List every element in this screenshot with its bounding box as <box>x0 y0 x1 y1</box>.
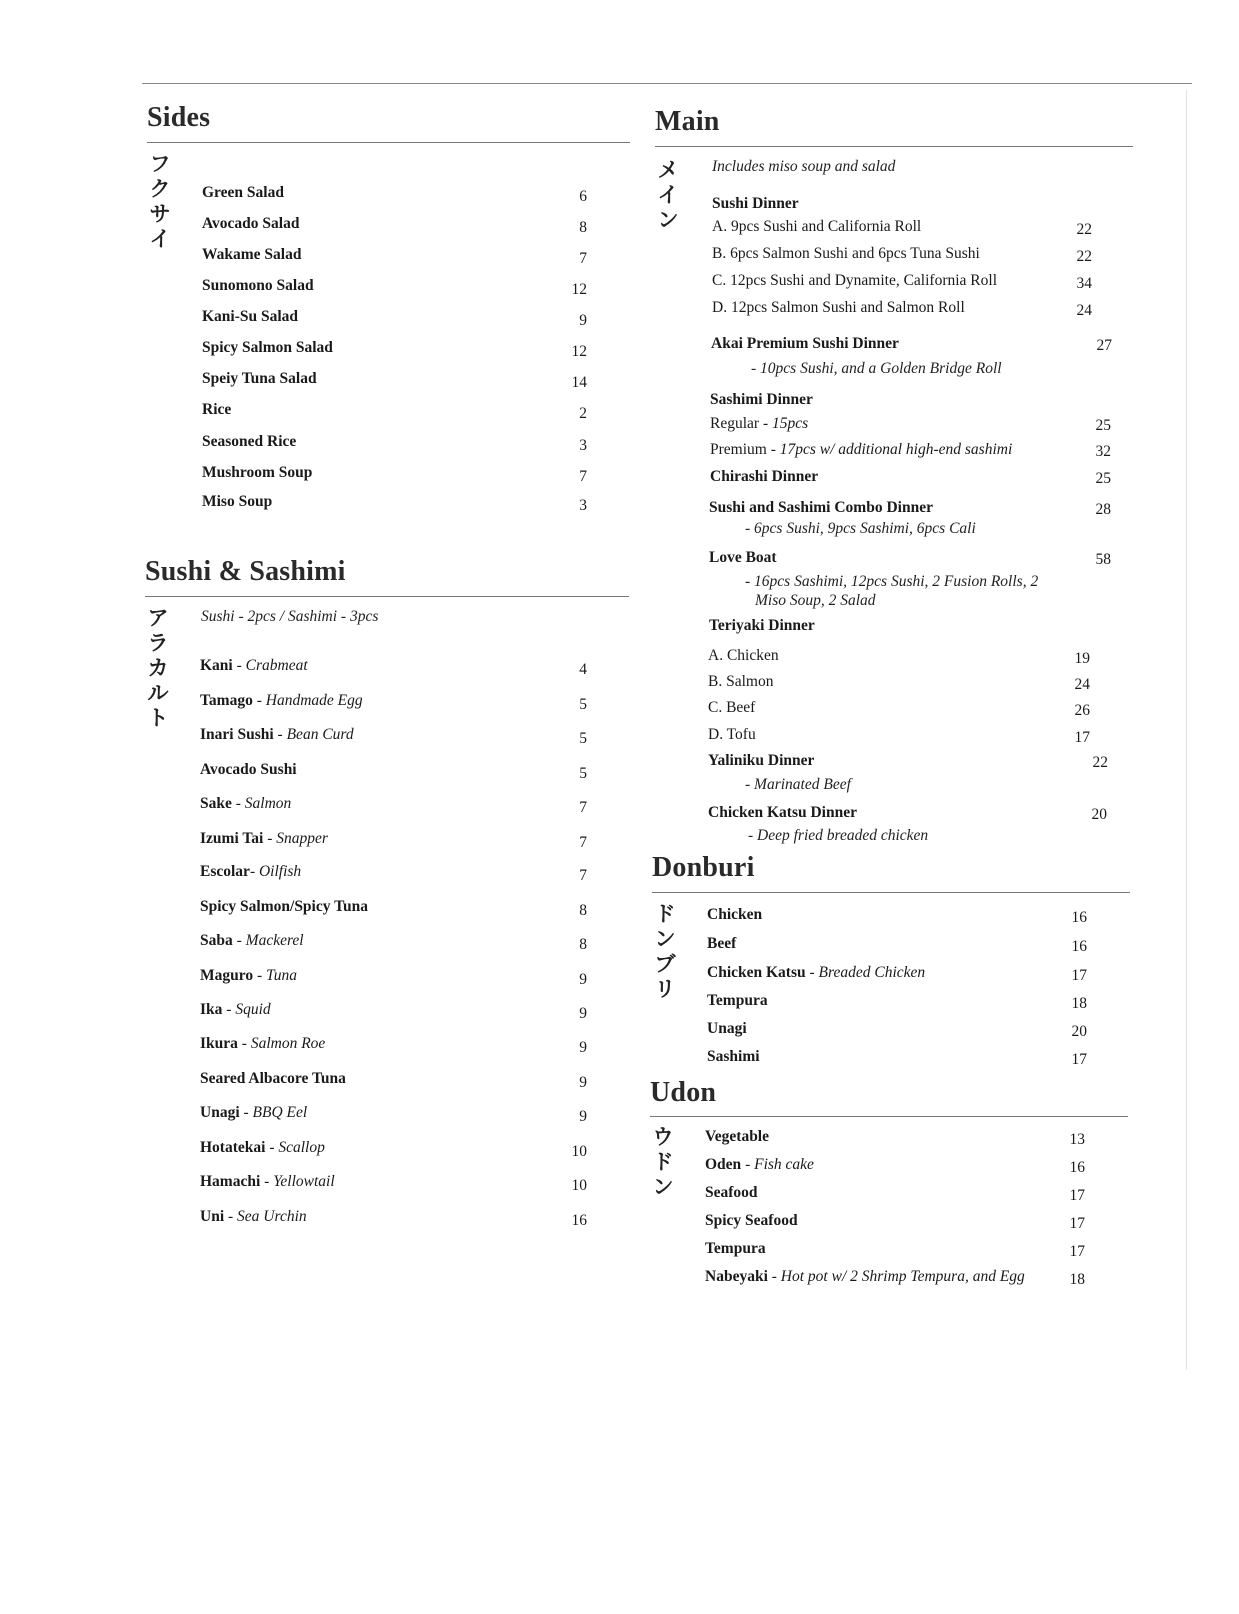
menu-item-price: 6 <box>579 188 587 205</box>
menu-item-name: Sashimi Dinner <box>710 391 813 408</box>
menu-item-price: 4 <box>579 661 587 678</box>
menu-item-price: 17 <box>1071 1051 1087 1068</box>
menu-item <box>200 1104 307 1122</box>
menu-item-price: 24 <box>1074 676 1090 693</box>
menu-item-name: Ika <box>200 1001 223 1018</box>
menu-item-separator: - <box>805 964 819 981</box>
menu-item-price: 7 <box>579 468 587 485</box>
menu-item-name: Seafood <box>705 1184 758 1201</box>
menu-item <box>200 1001 271 1019</box>
menu-item-price: 17 <box>1071 967 1087 984</box>
menu-item-label: C. Beef <box>708 699 756 716</box>
menu-item-price: 32 <box>1095 443 1111 460</box>
section-note: Includes miso soup and salad <box>712 158 896 175</box>
menu-item-price: 17 <box>1069 1187 1085 1204</box>
menu-item-price: 7 <box>579 250 587 267</box>
section-rule <box>655 146 1133 147</box>
menu-item-option <box>712 272 997 290</box>
menu-item-price: 7 <box>579 867 587 884</box>
sushi-sashimi-section <box>145 556 635 1246</box>
menu-item <box>200 967 297 985</box>
menu-item-name: Hotatekai <box>200 1139 266 1156</box>
menu-item-name: Teriyaki Dinner <box>709 617 815 634</box>
menu-item-description: Mackerel <box>245 932 304 949</box>
menu-item-option <box>708 699 755 717</box>
menu-item-name: Sake <box>200 795 232 812</box>
menu-item-name: Sashimi <box>707 1048 760 1065</box>
menu-item-price: 7 <box>579 834 587 851</box>
japanese-label: ド ン ブ リ <box>654 902 676 1001</box>
menu-item-price: 14 <box>571 374 587 391</box>
menu-item <box>200 830 328 848</box>
menu-item-price: 58 <box>1095 551 1111 568</box>
menu-item <box>202 370 317 388</box>
menu-item-price: 20 <box>1071 1023 1087 1040</box>
menu-item-price: 5 <box>579 765 587 782</box>
menu-item-price: 25 <box>1095 417 1111 434</box>
menu-item-price: 12 <box>571 343 587 360</box>
menu-item-separator: - <box>232 932 246 949</box>
menu-item-separator: - <box>252 692 266 709</box>
menu-item-separator: - <box>253 967 267 984</box>
menu-item-price: 9 <box>579 1108 587 1125</box>
sides-section <box>147 102 635 532</box>
menu-item-name: Chicken Katsu <box>707 964 806 981</box>
menu-item-separator: - <box>263 830 277 847</box>
menu-item <box>202 401 231 419</box>
menu-item <box>200 726 354 744</box>
menu-item-name: Maguro <box>200 967 254 984</box>
menu-item-price: 22 <box>1076 248 1092 265</box>
menu-item-name: Seared Albacore Tuna <box>200 1070 346 1087</box>
menu-item-option <box>712 218 921 236</box>
section-note: Sushi - 2pcs / Sashimi - 3pcs <box>201 608 379 625</box>
menu-item-price: 18 <box>1071 995 1087 1012</box>
menu-item <box>705 1268 1025 1286</box>
section-title: Donburi <box>652 852 755 883</box>
menu-item-price: 34 <box>1076 275 1092 292</box>
menu-item-name: Nabeyaki <box>705 1268 768 1285</box>
menu-item <box>707 992 768 1010</box>
section-title: Udon <box>650 1077 717 1108</box>
menu-item-separator: - <box>265 1139 279 1156</box>
menu-item-description: Tuna <box>266 967 298 984</box>
menu-item-description: - 10pcs Sushi, and a Golden Bridge Roll <box>751 360 1002 377</box>
menu-item-description: - 16pcs Sashimi, 12pcs Sushi, 2 Fusion Rolls, 2 <box>745 573 1039 590</box>
menu-item-description: Miso Soup, 2 Salad <box>755 592 876 609</box>
menu-item-name: Escolar <box>200 863 250 880</box>
menu-item-separator: - <box>239 1104 253 1121</box>
section-title: Sides <box>147 102 211 133</box>
menu-item <box>707 906 762 924</box>
menu-item-label: C. 12pcs Sushi and Dynamite, California Roll <box>712 272 998 289</box>
menu-item-label: B. 6pcs Salmon Sushi and 6pcs Tuna Sushi <box>712 245 980 262</box>
menu-item-separator: - <box>767 1268 781 1285</box>
menu-item-price: 24 <box>1076 302 1092 319</box>
menu-item-name: Inari Sushi <box>200 726 274 743</box>
menu-item-price: 8 <box>579 902 587 919</box>
menu-item-label: A. Chicken <box>708 647 779 664</box>
menu-item-name: Sushi and Sashimi Combo Dinner <box>709 499 933 516</box>
menu-item-label: D. Tofu <box>708 726 756 743</box>
menu-item-price: 9 <box>579 312 587 329</box>
menu-item-description: Squid <box>235 1001 271 1018</box>
menu-item-name: Izumi Tai <box>200 830 264 847</box>
page-edge <box>1186 90 1187 1370</box>
menu-item-name: Beef <box>707 935 737 952</box>
menu-item-price: 5 <box>579 730 587 747</box>
section-title: Sushi & Sashimi <box>145 556 346 587</box>
section-title: Main <box>655 106 720 137</box>
menu-item-name: Yaliniku Dinner <box>708 752 815 769</box>
menu-item-name: Speiy Tuna Salad <box>202 370 317 387</box>
japanese-label: メ イ ン <box>657 158 679 232</box>
menu-item-price: 18 <box>1069 1271 1085 1288</box>
menu-item <box>202 464 312 482</box>
menu-item-price: 17 <box>1074 729 1090 746</box>
menu-item-price: 3 <box>579 497 587 514</box>
main-section <box>655 106 1135 846</box>
menu-item-price: 26 <box>1074 702 1090 719</box>
menu-item-option <box>708 647 779 665</box>
menu-item <box>202 339 333 357</box>
menu-item-name: Avocado Salad <box>202 215 300 232</box>
menu-item-price: 28 <box>1095 501 1111 518</box>
menu-item <box>202 308 298 326</box>
menu-item-label: B. Salmon <box>708 673 774 690</box>
menu-item-name: Wakame Salad <box>202 246 302 263</box>
menu-item <box>707 1048 760 1066</box>
menu-item-description: - 6pcs Sushi, 9pcs Sashimi, 6pcs Cali <box>745 520 976 537</box>
menu-item-description: Salmon <box>244 795 292 812</box>
menu-item <box>200 795 291 813</box>
section-rule <box>650 1116 1128 1117</box>
menu-item-price: 20 <box>1091 806 1107 823</box>
menu-item-description: Handmade Egg <box>265 692 363 709</box>
menu-item-price: 22 <box>1092 754 1108 771</box>
menu-item-name: Unagi <box>707 1020 747 1037</box>
menu-item-name: Spicy Salmon Salad <box>202 339 333 356</box>
section-rule <box>652 892 1130 893</box>
menu-item-price: 10 <box>571 1177 587 1194</box>
menu-item-description: Scallop <box>278 1139 325 1156</box>
menu-item <box>200 761 297 779</box>
menu-item <box>202 215 299 233</box>
menu-item-description: Oilfish <box>258 863 302 880</box>
menu-item-description: - Marinated Beef <box>745 776 851 793</box>
menu-item-option: Regular - 15pcs <box>710 415 809 432</box>
top-rule <box>142 83 1192 84</box>
menu-item-separator: - <box>231 795 245 812</box>
menu-item-name: Chirashi Dinner <box>710 468 819 485</box>
menu-item-separator: - <box>260 1173 274 1190</box>
menu-item-price: 16 <box>571 1212 587 1229</box>
menu-item-name: Saba <box>200 932 233 949</box>
menu-item-price: 12 <box>571 281 587 298</box>
menu-item <box>202 433 296 451</box>
menu-item <box>707 964 925 982</box>
menu-item-price: 5 <box>579 696 587 713</box>
japanese-label: ウ ド ン <box>652 1125 674 1199</box>
menu-item-name: Green Salad <box>202 184 284 201</box>
menu-item-price: 22 <box>1076 221 1092 238</box>
menu-item-separator: - <box>249 863 259 880</box>
section-rule <box>147 142 630 143</box>
menu-item-description: Salmon Roe <box>250 1035 326 1052</box>
menu-item <box>200 1208 307 1226</box>
menu-item-price: 2 <box>579 405 587 422</box>
japanese-label: フ ク サ イ <box>149 152 171 251</box>
menu-item-name: Unagi <box>200 1104 240 1121</box>
menu-item-name: Miso Soup <box>202 493 273 510</box>
menu-item-separator: - <box>224 1208 238 1225</box>
menu-item-price: 9 <box>579 1005 587 1022</box>
menu-item-description: Yellowtail <box>273 1173 335 1190</box>
menu-item <box>705 1156 814 1174</box>
menu-item-price: 8 <box>579 219 587 236</box>
menu-item-price: 9 <box>579 1039 587 1056</box>
menu-item-name: Mushroom Soup <box>202 464 313 481</box>
menu-item-description: Crabmeat <box>245 657 308 674</box>
menu-item <box>707 935 736 953</box>
menu-item-name: Ikura <box>200 1035 238 1052</box>
menu-item-description: Fish cake <box>754 1156 814 1173</box>
menu-item-separator: - <box>273 726 287 743</box>
menu-item <box>200 1070 346 1088</box>
menu-item-description: - Deep fried breaded chicken <box>748 827 929 844</box>
menu-item-name: Akai Premium Sushi Dinner <box>711 335 899 352</box>
menu-item-separator: - <box>222 1001 236 1018</box>
menu-item-description: Snapper <box>276 830 328 847</box>
menu-item-price: 17 <box>1069 1243 1085 1260</box>
menu-item-price: 9 <box>579 1074 587 1091</box>
menu-item-price: 13 <box>1069 1131 1085 1148</box>
menu-item-price: 19 <box>1074 650 1090 667</box>
menu-item-name: Seasoned Rice <box>202 433 297 450</box>
menu-item <box>705 1184 758 1202</box>
menu-item-name: Hamachi <box>200 1173 261 1190</box>
menu-item-name: Sushi Dinner <box>712 195 799 212</box>
section-rule <box>145 596 629 597</box>
menu-item <box>202 277 314 295</box>
menu-item-price: 7 <box>579 799 587 816</box>
menu-item-price: 25 <box>1095 470 1111 487</box>
menu-item-separator: - <box>232 657 246 674</box>
menu-item <box>200 863 301 881</box>
menu-item-description: BBQ Eel <box>252 1104 308 1121</box>
menu-item-option <box>708 726 756 744</box>
menu-item-name: Love Boat <box>709 549 777 566</box>
menu-item-option <box>712 299 965 317</box>
menu-item <box>707 1020 747 1038</box>
menu-item-description: Bean Curd <box>286 726 354 743</box>
menu-item-price: 17 <box>1069 1215 1085 1232</box>
menu-item <box>200 1139 325 1157</box>
menu-item-name: Uni <box>200 1208 225 1225</box>
menu-item-name: Rice <box>202 401 232 418</box>
menu-item-name: Spicy Salmon/Spicy Tuna <box>200 898 368 915</box>
menu-item <box>202 184 284 202</box>
menu-item-name: Vegetable <box>705 1128 769 1145</box>
menu-item-option <box>712 245 980 263</box>
menu-item-price: 27 <box>1096 337 1112 354</box>
menu-item-label: D. 12pcs Salmon Sushi and Salmon Roll <box>712 299 965 316</box>
menu-item-description: Sea Urchin <box>237 1208 307 1225</box>
menu-item-name: Chicken Katsu Dinner <box>708 804 857 821</box>
menu-item <box>202 246 301 264</box>
menu-item <box>200 898 368 916</box>
menu-item <box>200 1035 325 1053</box>
menu-item-price: 8 <box>579 936 587 953</box>
menu-item-name: Avocado Sushi <box>200 761 297 778</box>
menu-item <box>200 692 363 710</box>
menu-item <box>200 1173 335 1191</box>
menu-item-price: 16 <box>1071 909 1087 926</box>
japanese-label: ア ラ カ ル ト <box>147 606 169 730</box>
menu-item-name: Sunomono Salad <box>202 277 314 294</box>
menu-item-name: Kani <box>200 657 233 674</box>
menu-item-name: Tempura <box>707 992 768 1009</box>
menu-item-name: Kani-Su Salad <box>202 308 299 325</box>
donburi-section <box>652 852 1132 1077</box>
menu-item-price: 16 <box>1069 1159 1085 1176</box>
menu-item-name: Chicken <box>707 906 763 923</box>
menu-item-price: 9 <box>579 971 587 988</box>
menu-item-label: A. 9pcs Sushi and California Roll <box>712 218 922 235</box>
menu-item <box>200 657 308 675</box>
menu-item-separator: - <box>741 1156 755 1173</box>
menu-item-name: Spicy Seafood <box>705 1212 798 1229</box>
menu-item <box>705 1212 798 1230</box>
menu-item-price: 16 <box>1071 938 1087 955</box>
menu-item <box>200 932 304 950</box>
menu-item-price: 10 <box>571 1143 587 1160</box>
menu-item-option: Premium - 17pcs w/ additional high-end sashimi <box>710 441 1013 458</box>
menu-item-option <box>708 673 773 691</box>
menu-item-name: Oden <box>705 1156 742 1173</box>
menu-item-name: Tamago <box>200 692 253 709</box>
menu-item-price: 3 <box>579 437 587 454</box>
menu-item-separator: - <box>237 1035 251 1052</box>
menu-item <box>705 1240 766 1258</box>
menu-item-description: Hot pot w/ 2 Shrimp Tempura, and Egg <box>780 1268 1025 1285</box>
menu-item-description: Breaded Chicken <box>818 964 926 981</box>
menu-item-name: Tempura <box>705 1240 766 1257</box>
udon-section <box>650 1077 1130 1307</box>
menu-item <box>705 1128 769 1146</box>
menu-item <box>202 493 272 511</box>
